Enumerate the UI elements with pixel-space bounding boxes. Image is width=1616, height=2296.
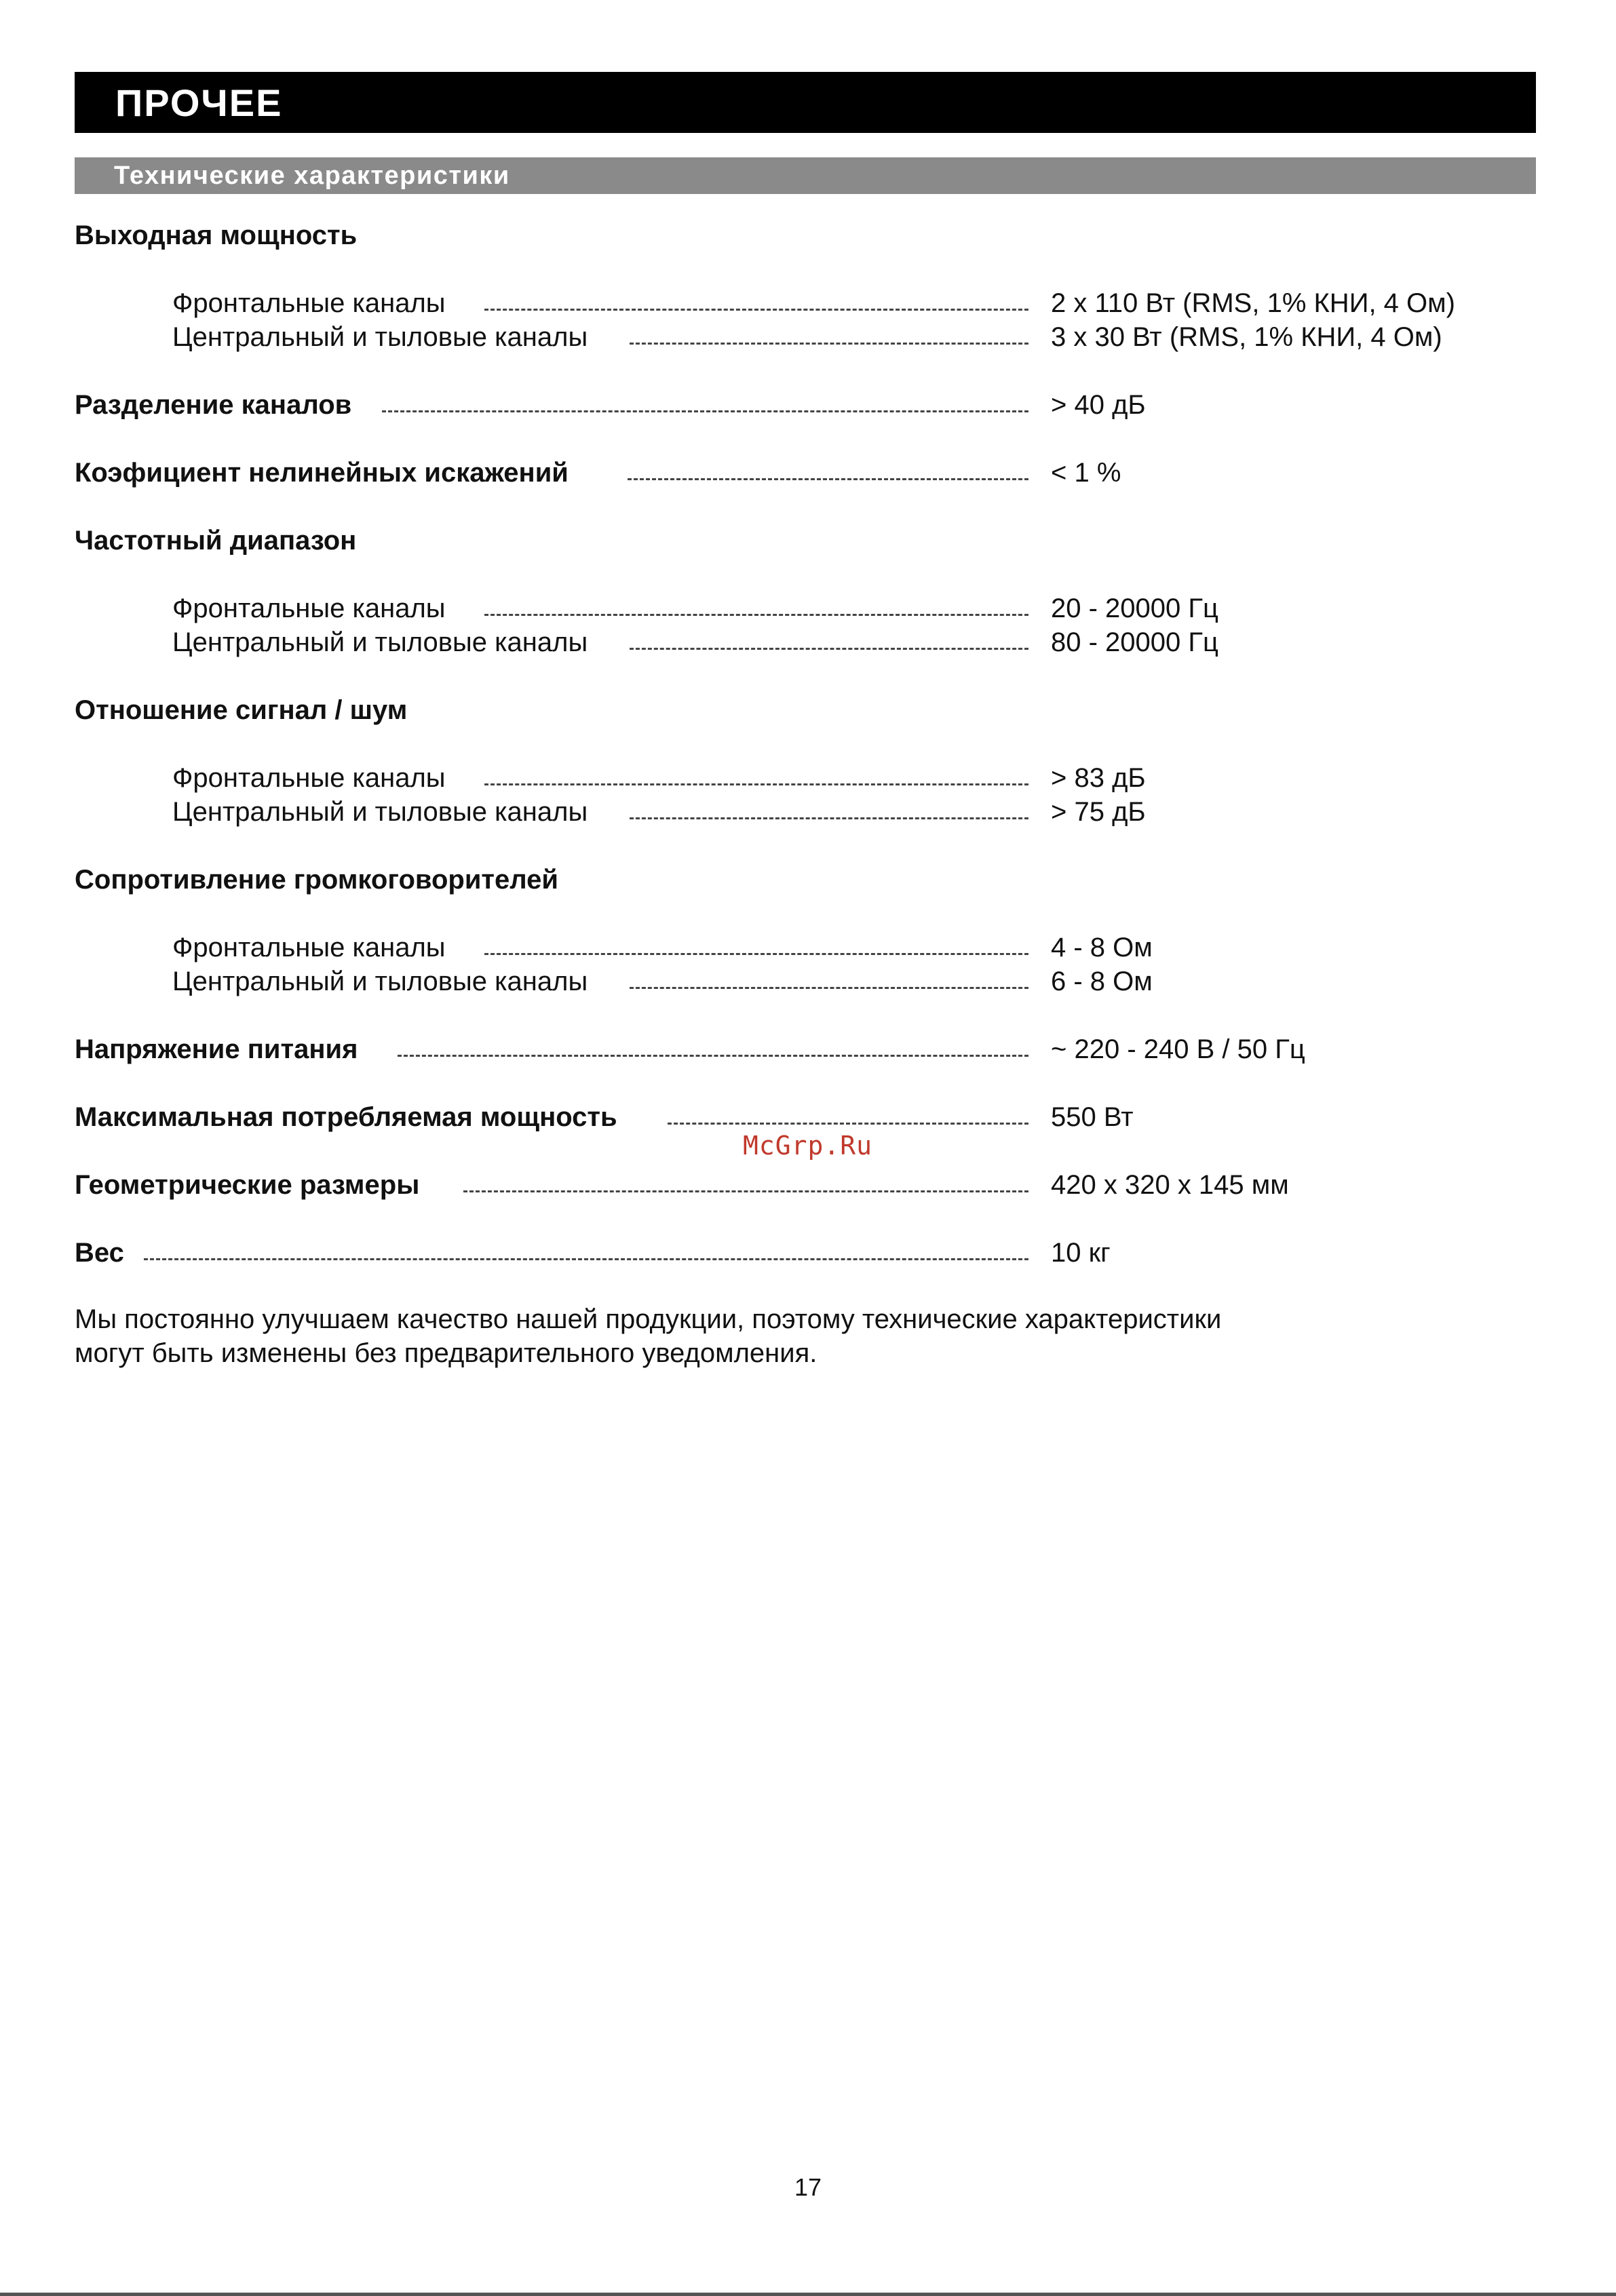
spec-value: > 75 дБ	[1051, 797, 1146, 827]
subsection-header	[75, 157, 1536, 194]
spec-value: 10 кг	[1051, 1238, 1111, 1268]
output-power-front-row	[0, 285, 1616, 322]
subsection-title: Технические характеристики	[114, 161, 510, 190]
spec-value: ~ 220 - 240 В / 50 Гц	[1051, 1034, 1305, 1064]
spec-label: Фронтальные каналы	[172, 763, 446, 793]
leader-dots	[630, 987, 1028, 989]
note-line: могут быть изменены без предварительного уведомления.	[75, 1338, 817, 1368]
leader-dots	[484, 783, 1028, 785]
leader-dots	[463, 1190, 1028, 1192]
note-line: Мы постоянно улучшаем качество нашей продукции, поэтому технические характеристики	[75, 1304, 1222, 1334]
spec-label: Разделение каналов	[75, 390, 352, 420]
leader-dots	[630, 817, 1028, 819]
speaker-impedance-heading: Сопротивление громкоговорителей	[75, 865, 558, 895]
frequency-front-row	[0, 590, 1616, 627]
spec-value: > 40 дБ	[1051, 390, 1146, 420]
spec-label: Фронтальные каналы	[172, 594, 446, 623]
spec-label: Геометрические размеры	[75, 1170, 420, 1200]
spec-value: 6 - 8 Ом	[1051, 967, 1153, 996]
output-power-center-row	[0, 319, 1616, 355]
page-number: 17	[794, 2173, 822, 2201]
watermark: McGrp.Ru	[743, 1131, 873, 1161]
spec-value: 80 - 20000 Гц	[1051, 627, 1218, 657]
snr-heading: Отношение сигнал / шум	[75, 695, 408, 725]
frequency-range-heading: Частотный диапазон	[75, 526, 357, 556]
spec-value: 4 - 8 Ом	[1051, 933, 1153, 962]
snr-front-row	[0, 760, 1616, 796]
leader-dots	[484, 614, 1028, 616]
snr-center-row	[0, 794, 1616, 830]
spec-label: Центральный и тыловые каналы	[172, 797, 588, 827]
spec-label: Центральный и тыловые каналы	[172, 322, 588, 352]
spec-label: Напряжение питания	[75, 1034, 358, 1064]
impedance-front-row	[0, 929, 1616, 966]
leader-dots	[382, 410, 1028, 412]
leader-dots	[144, 1258, 1028, 1260]
spec-value: 3 x 30 Вт (RMS, 1% КНИ, 4 Ом)	[1051, 322, 1442, 352]
leader-dots	[484, 309, 1028, 311]
spec-value: 20 - 20000 Гц	[1051, 594, 1218, 623]
spec-label: Коэфициент нелинейных искажений	[75, 458, 569, 488]
impedance-center-row	[0, 963, 1616, 1000]
max-power-row	[0, 1099, 1616, 1135]
spec-label: Вес	[75, 1238, 124, 1268]
leader-dots	[630, 648, 1028, 650]
leader-dots	[398, 1055, 1028, 1057]
frequency-center-row	[0, 624, 1616, 661]
leader-dots	[628, 478, 1028, 480]
leader-dots	[484, 953, 1028, 955]
leader-dots	[668, 1123, 1028, 1125]
spec-label: Фронтальные каналы	[172, 933, 446, 962]
thd-row	[0, 454, 1616, 491]
dimensions-row	[0, 1167, 1616, 1203]
spec-label: Максимальная потребляемая мощность	[75, 1102, 617, 1132]
spec-value: 550 Вт	[1051, 1102, 1134, 1132]
spec-value: < 1 %	[1051, 458, 1121, 488]
channel-separation-row	[0, 387, 1616, 423]
spec-value: > 83 дБ	[1051, 763, 1146, 793]
section-title: ПРОЧЕЕ	[115, 81, 283, 124]
spec-value: 420 x 320 x 145 мм	[1051, 1170, 1289, 1200]
spec-label: Центральный и тыловые каналы	[172, 627, 588, 657]
leader-dots	[630, 343, 1028, 345]
spec-label: Центральный и тыловые каналы	[172, 967, 588, 996]
output-power-heading: Выходная мощность	[75, 220, 358, 250]
page-bottom-rule	[0, 2293, 1616, 2296]
spec-value: 2 x 110 Вт (RMS, 1% КНИ, 4 Ом)	[1051, 288, 1455, 318]
power-supply-row	[0, 1031, 1616, 1068]
spec-label: Фронтальные каналы	[172, 288, 446, 318]
section-header	[75, 72, 1536, 133]
weight-row	[0, 1234, 1616, 1271]
disclaimer-note	[75, 1302, 1221, 1370]
